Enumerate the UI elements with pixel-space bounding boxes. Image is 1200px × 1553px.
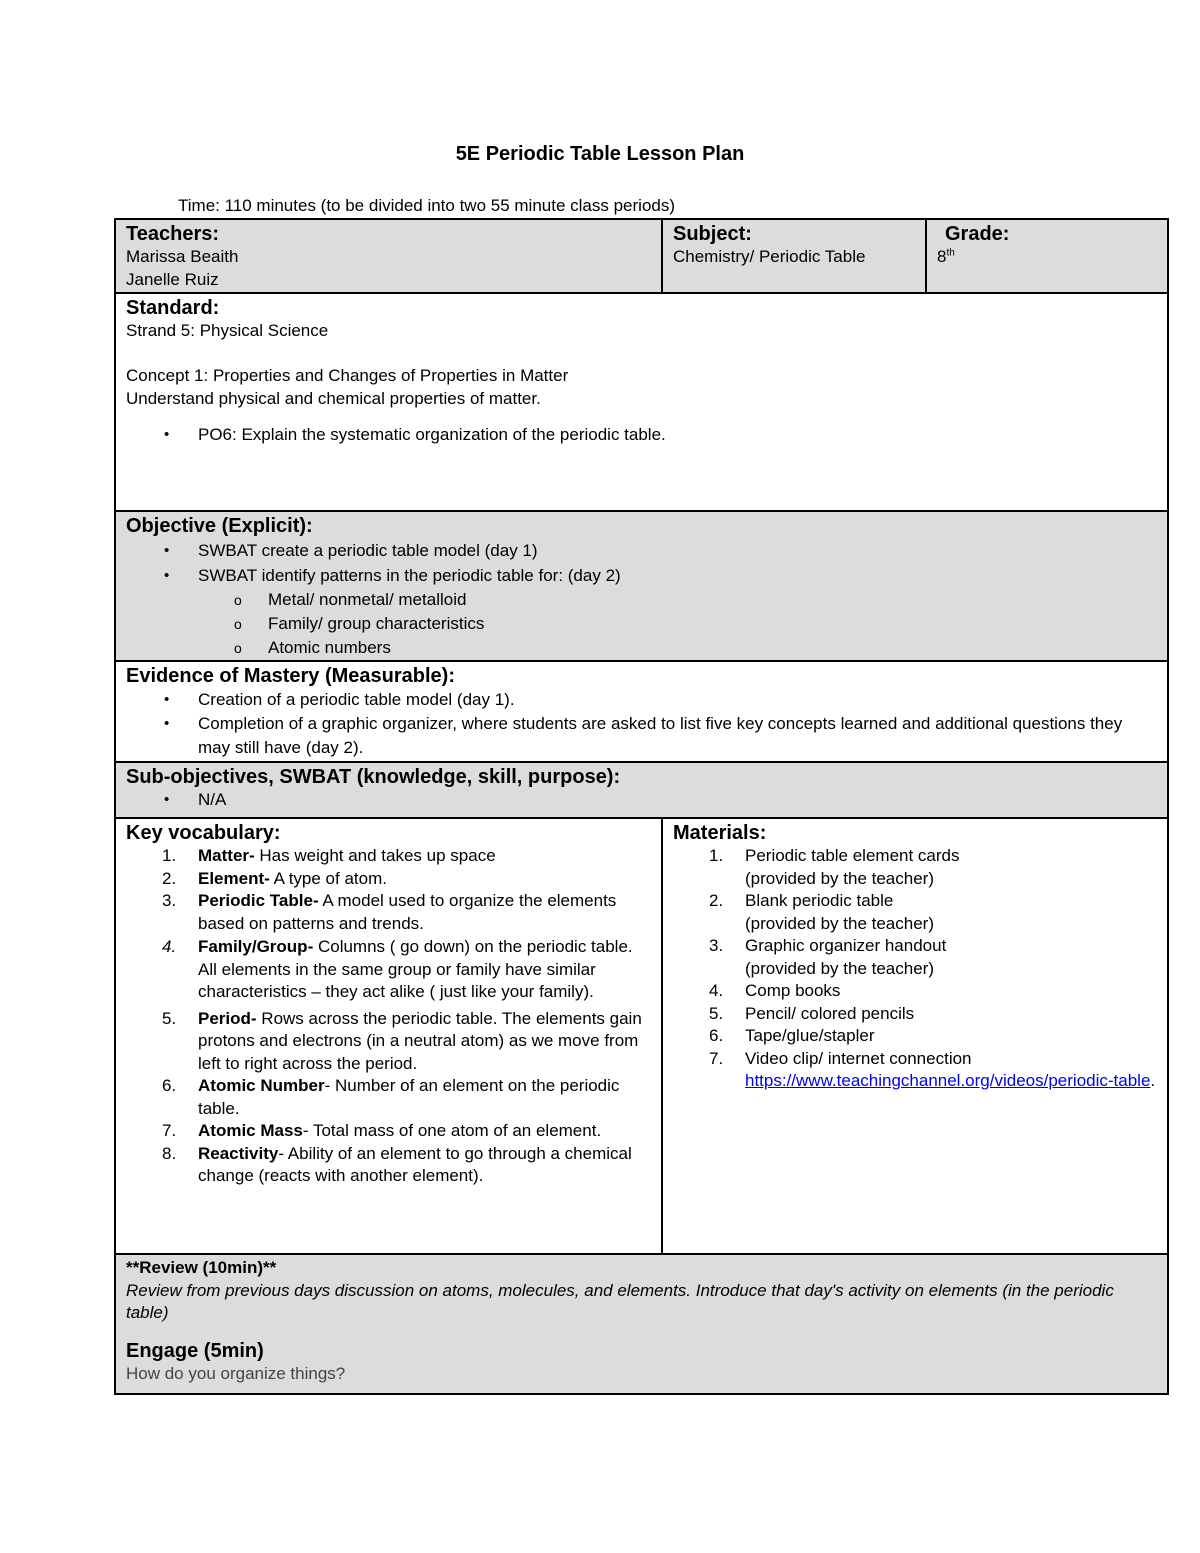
teacher-name: Janelle Ruiz (126, 269, 219, 289)
list-item: 1. Periodic table element cards (provided by the teacher) (709, 846, 960, 888)
video-link[interactable]: https://www.teachingchannel.org/videos/periodic-table (745, 1071, 1151, 1090)
list-item: o Metal/ nonmetal/ metalloid (126, 588, 1167, 612)
list-item: 2. Element- A type of atom. (162, 868, 387, 888)
review-engage-row (115, 1254, 1168, 1394)
teacher-name: Marissa Beaith (126, 247, 239, 266)
list-item: 3. Graphic organizer handout (provided by the teacher) (709, 936, 947, 978)
list-item: 4. Family/Group- Columns ( go down) on the periodic table. All elements in the same group or family have similar characteristics – they act alike ( just like your family). (162, 937, 633, 1001)
standard-row (115, 293, 1168, 511)
subobjectives-row (115, 762, 1168, 818)
list-item: 2. Blank periodic table (provided by the teacher) (709, 891, 934, 933)
list-item: 6. Atomic Number- Number of an element on the periodic table. (162, 1076, 620, 1118)
standard-list (126, 424, 1167, 447)
vocabulary-cell (115, 818, 662, 1254)
standard-label: Standard: (126, 297, 220, 319)
list-item: 4. Comp books (709, 981, 841, 1000)
lesson-plan-table (114, 218, 1169, 1395)
list-item: • SWBAT create a periodic table model (day 1) (126, 538, 1167, 563)
list-item: 3. Periodic Table- A model used to organize the elements based on patterns and trends. (162, 891, 617, 933)
subject-label: Subject: (673, 223, 752, 245)
subobjectives-list (126, 789, 1167, 812)
header-row (115, 219, 1168, 293)
concept-text: Concept 1: Properties and Changes of Properties in Matter (126, 366, 569, 385)
list-item: 7. Atomic Mass- Total mass of one atom of an element. (162, 1121, 602, 1140)
vocabulary-list (126, 845, 653, 1188)
grade-suffix: th (946, 247, 955, 259)
list-item: • PO6: Explain the systematic organization of the periodic table. (126, 424, 1167, 447)
list-item: 1. Matter- Has weight and takes up space (162, 846, 496, 865)
subobjectives-label: Sub-objectives, SWBAT (knowledge, skill, purpose): (126, 766, 621, 788)
evidence-row (115, 661, 1168, 762)
review-engage-cell (115, 1254, 1168, 1394)
grade-cell (926, 219, 1168, 293)
evidence-cell (115, 661, 1168, 762)
engage-text: How do you organize things? (126, 1363, 346, 1383)
list-item: 6. Tape/glue/stapler (709, 1026, 875, 1045)
grade-label: Grade: (945, 223, 1010, 245)
review-label: **Review (10min)** (126, 1258, 277, 1277)
strand-text: Strand 5: Physical Science (126, 321, 329, 340)
vocab-materials-row (115, 818, 1168, 1254)
list-item: • N/A (126, 789, 1167, 812)
objective-sublist (198, 588, 1167, 660)
subject-cell (662, 219, 926, 293)
materials-label: Materials: (673, 822, 767, 844)
objective-row (115, 511, 1168, 661)
objective-list (126, 538, 1167, 660)
subject-value: Chemistry/ Periodic Table (673, 247, 866, 266)
grade-value: 8 (937, 247, 947, 266)
materials-list (673, 845, 1159, 1093)
objective-cell (115, 511, 1168, 661)
list-item: 5. Pencil/ colored pencils (709, 1003, 915, 1023)
evidence-label: Evidence of Mastery (Measurable): (126, 665, 455, 687)
time-note: Time: 110 minutes (to be divided into two 55 minute class periods) (178, 196, 676, 215)
standard-cell (115, 293, 1168, 511)
engage-label: Engage (5min) (126, 1339, 264, 1362)
teachers-label: Teachers: (126, 223, 220, 245)
understand-text: Understand physical and chemical properties of matter. (126, 388, 541, 408)
list-item: • Completion of a graphic organizer, where students are asked to list five key concepts learned and additional questions they may still have (day 2). (126, 712, 1147, 760)
page-title: 5E Periodic Table Lesson Plan (455, 143, 745, 165)
list-item: o Family/ group characteristics (126, 612, 1167, 636)
list-item: • Creation of a periodic table model (day 1). (126, 688, 1147, 712)
review-text: Review from previous days discussion on atoms, molecules, and elements. Introduce that day's activity on elements (in the periodic table) (126, 1280, 1114, 1322)
subobjectives-cell (115, 762, 1168, 818)
list-item: 8. Reactivity- Ability of an element to go through a chemical change (reacts with another element). (162, 1143, 632, 1185)
vocabulary-label: Key vocabulary: (126, 822, 281, 844)
list-item: 5. Period- Rows across the periodic table. The elements gain protons and electrons (in a neutral atom) as we move from left to right across the period. (162, 1008, 642, 1073)
list-item: • SWBAT identify patterns in the periodic table for: (day 2) o Metal/ nonmetal/ metalloid o Family/ group characteristics o Atomic numbers (126, 563, 1167, 660)
evidence-list (126, 688, 1167, 760)
objective-label: Objective (Explicit): (126, 515, 313, 537)
list-item: o Atomic numbers (126, 636, 1167, 660)
materials-cell (662, 818, 1168, 1254)
teachers-cell (115, 219, 662, 293)
list-item: 7. Video clip/ internet connection https://www.teachingchannel.org/videos/periodic-table. (709, 1048, 1156, 1090)
